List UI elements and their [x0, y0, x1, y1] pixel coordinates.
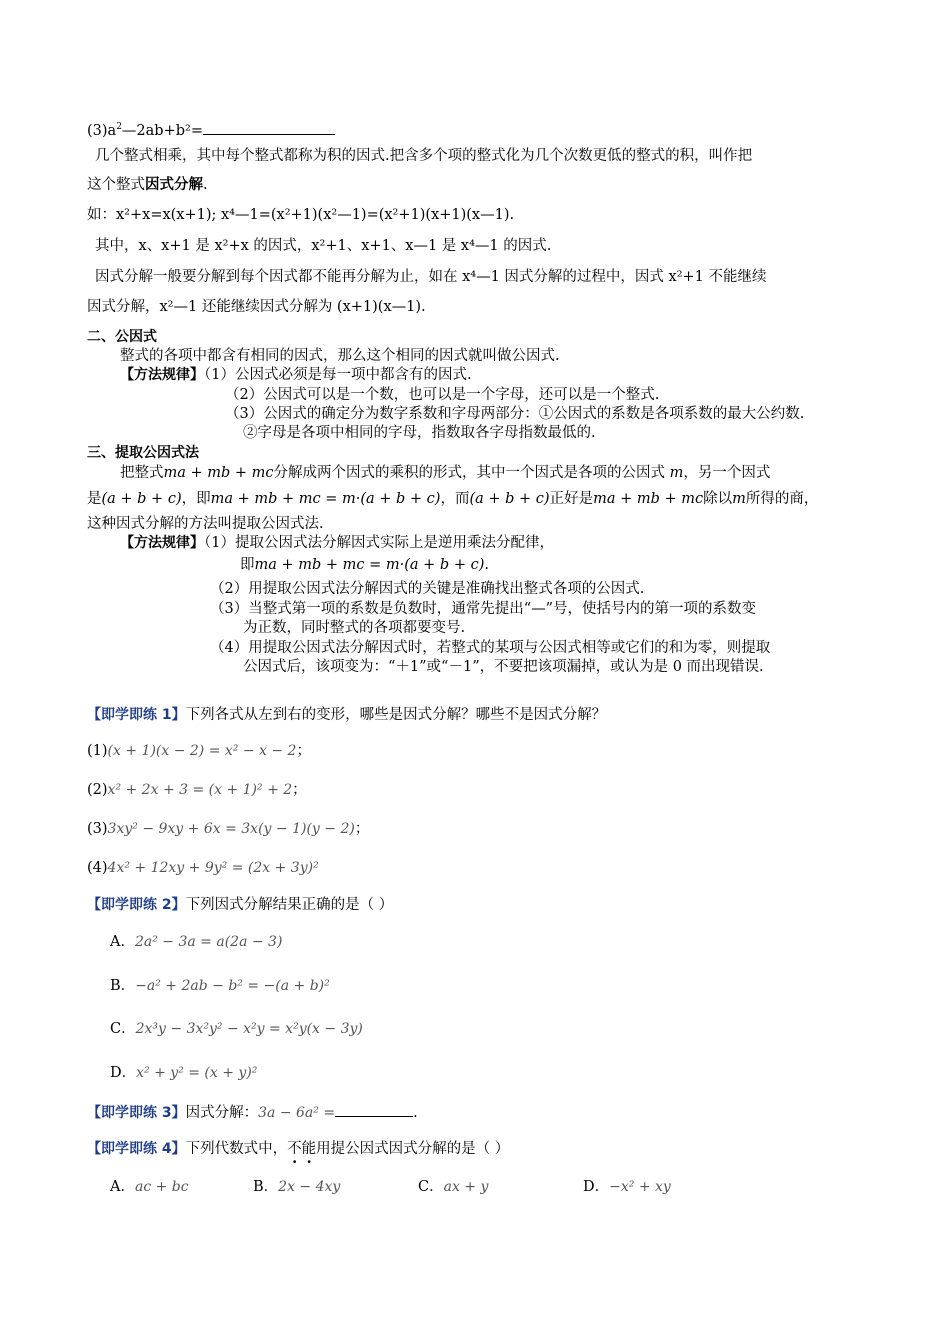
p1-c: ，另一个因式 — [683, 465, 771, 481]
p2-a: 是 — [87, 491, 102, 507]
practice2-option-c[interactable] — [110, 1020, 363, 1038]
item-end: ； — [296, 743, 311, 759]
section3-rule4b: 公因式后，该项变为：“＋1”或“－1”，不要把该项漏掉，或认为是 0 而出现错误. — [243, 659, 764, 675]
expr-ma-mb-mc-2: ma + mb + mc — [593, 491, 704, 507]
practice4-question — [87, 1140, 509, 1158]
option-letter: C． — [418, 1179, 444, 1195]
expr-a-b-c: (a + b + c) — [101, 491, 182, 507]
item-num: (1) — [87, 743, 108, 759]
example-line: 如：x²+x=x(x+1); x⁴—1=(x²+1)(x²—1)=(x²+1)(x+1)(x—1). — [87, 207, 515, 223]
definition-line2 — [87, 176, 208, 194]
item-expr: x² + 2x + 3 = (x + 1)² + 2 — [107, 782, 293, 798]
rule-line2: 因式分解，x²—1 还能继续因式分解为 (x+1)(x—1). — [87, 299, 426, 315]
practice3-question — [87, 1104, 418, 1122]
section2-rule3a: （3）公因式的确定分为数字系数和字母两部分：①公因式的系数是各项系数的最大公约数. — [225, 406, 805, 422]
practice3-text: 因式分解： — [185, 1105, 259, 1121]
practice2-option-a[interactable] — [110, 933, 282, 951]
item3-label: (3)a — [87, 122, 117, 139]
section3-para-line2 — [87, 490, 818, 508]
method-label-2: 【方法规律】 — [120, 535, 204, 551]
p2-f: 所得的商， — [745, 491, 819, 507]
practice1-item-2 — [87, 781, 307, 799]
option-expr: 2x − 4xy — [278, 1179, 341, 1195]
item-num: (2) — [87, 782, 108, 798]
practice4-option-b[interactable] — [253, 1178, 340, 1196]
item-expr: (x + 1)(x − 2) = x² − x − 2 — [107, 743, 297, 759]
rule1b-b: . — [484, 557, 489, 573]
item3-blank — [203, 134, 335, 135]
practice1-text: 下列各式从左到右的变形，哪些是因式分解？哪些不是因式分解？ — [185, 707, 607, 723]
practice2-question — [87, 896, 393, 914]
practice4-text-b: 用提公因式因式分解的是（ ） — [316, 1141, 510, 1157]
option-letter: B． — [110, 978, 136, 994]
option-letter: A． — [110, 934, 135, 950]
section2-rule1: （1）公因式必须是每一项中都含有的因式. — [204, 367, 472, 383]
section3-rule4a: （4）用提取公因式法分解因式时，若整式的某项与公因式相等或它们的和为零，则提取 — [210, 640, 771, 656]
practice4-label: 【即学即练 4】 — [87, 1141, 186, 1157]
p1-a: 把整式 — [120, 465, 164, 481]
expr-m-2: m — [732, 491, 746, 507]
section3-heading: 三、提取公因式法 — [87, 445, 199, 461]
item-end: ； — [354, 821, 370, 837]
section2-rule3b: ②字母是各项中相同的字母，指数取各字母指数最低的. — [243, 425, 596, 441]
option-expr: −a² + 2ab − b² = −(a + b)² — [135, 978, 330, 994]
section3-rule2: （2）用提取公因式法分解因式的关键是准确找出整式各项的公因式. — [210, 581, 645, 597]
emphasis-can: 能 — [301, 1141, 317, 1157]
section3-para-line1 — [120, 464, 770, 482]
practice4-option-c[interactable] — [418, 1178, 488, 1196]
item-end: ； — [292, 782, 307, 798]
rule1b-a: 即 — [240, 557, 255, 573]
practice3-expr: 3a − 6a² = — [258, 1105, 336, 1121]
practice1-question — [87, 706, 606, 724]
practice2-option-b[interactable] — [110, 977, 330, 995]
practice1-item-3 — [87, 820, 369, 838]
section3-rule3b: 为正数，同时整式的各项都要变号. — [243, 620, 466, 636]
section2-rule1-row — [120, 366, 472, 384]
item-expr: 4x² + 12xy + 9y² = (2x + 3y)² — [107, 860, 319, 876]
p2-c: ，而 — [440, 491, 470, 507]
section3-para-line3: 这种因式分解的方法叫提取公因式法. — [87, 516, 324, 532]
expr-identity: ma + mb + mc = m·(a + b + c) — [210, 491, 441, 507]
practice2-option-d[interactable] — [110, 1064, 257, 1082]
section3-rule1: （1）提取公因式法分解因式实际上是逆用乘法分配律， — [204, 535, 554, 551]
practice2-label: 【即学即练 2】 — [87, 897, 186, 913]
option-expr: x² + y² = (x + y)² — [136, 1065, 258, 1081]
section2-definition: 整式的各项中都含有相同的因式，那么这个相同的因式就叫做公因式. — [120, 348, 560, 364]
method-label: 【方法规律】 — [120, 367, 204, 383]
definition-line1: 几个整式相乘，其中每个整式都称为积的因式.把含多个项的整式化为几个次数更低的整式的积，叫作把 — [95, 148, 753, 164]
practice4-text-a: 下列代数式中， — [185, 1141, 288, 1157]
practice1-item-4 — [87, 859, 319, 877]
p1-b: 分解成两个因式的乘积的形式，其中一个因式是各项的公因式 — [273, 465, 666, 481]
item-expr: 3xy² − 9xy + 6x = 3x(y − 1)(y − 2) — [107, 821, 355, 837]
section3-rule1-row — [120, 534, 554, 552]
option-expr: ac + bc — [134, 1179, 189, 1195]
term-factorization: 因式分解 — [145, 176, 203, 193]
option-letter: D． — [583, 1179, 610, 1195]
p2-b: ，即 — [181, 491, 211, 507]
option-letter: D． — [110, 1065, 137, 1081]
option-expr: −x² + xy — [609, 1179, 671, 1195]
expr-a-b-c-2: (a + b + c) — [469, 491, 550, 507]
option-letter: A． — [110, 1179, 135, 1195]
expr-m: m — [669, 465, 684, 481]
section3-rule3a: （3）当整式第一项的系数是负数时，通常先提出“—”号，使括号内的第一项的系数变 — [210, 601, 757, 617]
option-letter: B． — [253, 1179, 279, 1195]
practice2-text: 下列因式分解结果正确的是（ ） — [185, 897, 394, 913]
emphasis-not: 不 — [287, 1141, 302, 1157]
option-expr: 2a² − 3a = a(2a − 3) — [134, 934, 283, 950]
p2-e: 除以 — [703, 491, 733, 507]
option-expr: 2x³y − 3x²y² − x²y = x²y(x − 3y) — [135, 1021, 363, 1037]
factors-line: 其中，x、x+1 是 x²+x 的因式，x²+1、x+1、x—1 是 x⁴—1 的因式. — [95, 238, 552, 254]
section2-heading: 二、公因式 — [87, 329, 157, 345]
practice1-label: 【即学即练 1】 — [87, 707, 186, 723]
item3-rest: —2ab+b²= — [121, 122, 203, 139]
intro-item3 — [87, 118, 335, 140]
p2-d: 正好是 — [549, 491, 594, 507]
practice1-item-1 — [87, 742, 311, 760]
option-expr: ax + y — [443, 1179, 489, 1195]
item-num: (3) — [87, 821, 108, 837]
section3-rule1b — [240, 556, 489, 574]
practice4-option-a[interactable] — [110, 1178, 189, 1196]
practice3-answer-blank[interactable] — [335, 1116, 413, 1117]
def-suffix: . — [203, 177, 208, 193]
practice3-end: . — [413, 1105, 418, 1121]
option-letter: C． — [110, 1021, 136, 1037]
item-num: (4) — [87, 860, 108, 876]
def-prefix: 这个整式 — [87, 177, 145, 193]
rule-line1: 因式分解一般要分解到每个因式都不能再分解为止，如在 x⁴—1 因式分解的过程中，因式 x²+1 不能继续 — [95, 269, 767, 285]
item3-sup: 2 — [116, 122, 122, 132]
expr-identity-2: ma + mb + mc = m·(a + b + c) — [254, 557, 485, 573]
section2-rule2: （2）公因式可以是一个数，也可以是一个字母，还可以是一个整式. — [225, 387, 660, 403]
practice4-option-d[interactable] — [583, 1178, 671, 1196]
expr-ma-mb-mc: ma + mb + mc — [163, 465, 274, 481]
practice3-label: 【即学即练 3】 — [87, 1105, 186, 1121]
